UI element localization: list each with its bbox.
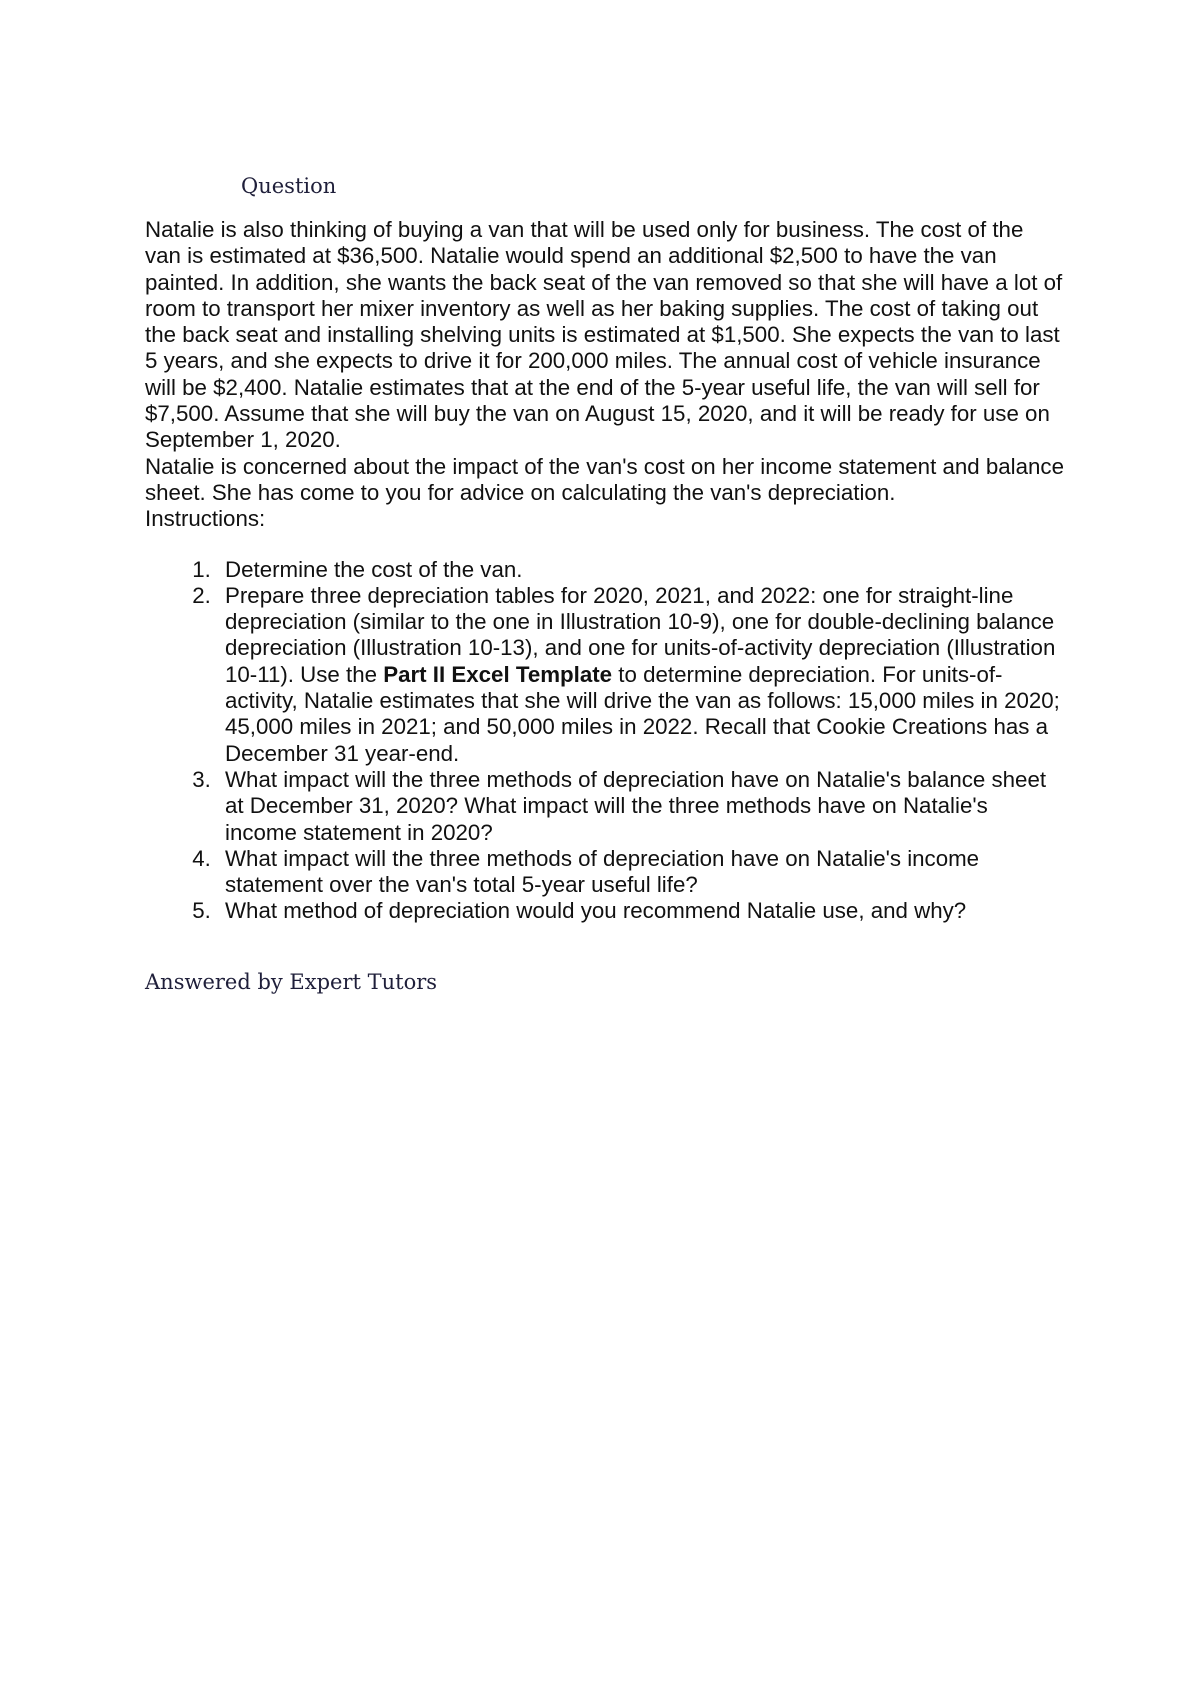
instruction-text-1: Determine the cost of the van.: [225, 556, 523, 582]
instruction-item-5: [217, 898, 1065, 924]
instructions-list: [145, 557, 1065, 925]
instruction-item-1: [217, 557, 1065, 583]
instruction-item-2: [217, 583, 1065, 767]
excel-template-emphasis: Part II Excel Template: [383, 661, 613, 687]
instruction-text-2-part-2: to determine depreciation. For units-of-activity, Natalie estimates that she will drive the van as follows: 15,000 miles in 2020; 45,000 miles in 2021; and 50,000 miles in 2022. Recall that Cookie Creations has a December 31 year-end.: [225, 661, 1060, 766]
question-heading: Question: [241, 174, 337, 198]
question-body: [145, 217, 1065, 925]
instruction-text-2-part-1: Prepare three depreciation tables for 2020, 2021, and 2022: one for straight-line depreciation (similar to the one in Illustration 10-9), one for double-declining balance depreciation (Illustration 10-13), and one for units-of-activity depreciation (Illustration 10-11). Use the: [225, 582, 1056, 687]
concern-paragraph: Natalie is concerned about the impact of the van's cost on her income statement and balance sheet. She has come to you for advice on calculating the van's depreciation.: [145, 453, 1064, 505]
instruction-item-4: [217, 846, 1065, 899]
instructions-label: Instructions:: [145, 506, 266, 532]
answered-by-footer: Answered by Expert Tutors: [145, 970, 438, 994]
problem-paragraph: Natalie is also thinking of buying a van that will be used only for business. The cost of the van is estimated at $36,500. Natalie would spend an additional $2,500 to have the van painted. In addition, she wants the back seat of the van removed so that she will have a lot of room to transport her mixer inventory as well as her baking supplies. The cost of taking out the back seat and installing shelving units is estimated at $1,500. She expects the van to last 5 years, and she expects to drive it for 200,000 miles. The annual cost of vehicle insurance will be $2,400. Natalie estimates that at the end of the 5-year useful life, the van will sell for $7,500. Assume that she will buy the van on August 15, 2020, and it will be ready for use on September 1, 2020.: [145, 217, 1063, 453]
instruction-text-4: What impact will the three methods of depreciation have on Natalie's income statement over the van's total 5-year useful life?: [225, 845, 980, 898]
instruction-text-3: What impact will the three methods of depreciation have on Natalie's balance sheet at December 31, 2020? What impact will the three methods have on Natalie's income statement in 2020?: [225, 766, 1047, 845]
instruction-item-3: [217, 767, 1065, 846]
instruction-text-5: What method of depreciation would you recommend Natalie use, and why?: [225, 898, 967, 924]
